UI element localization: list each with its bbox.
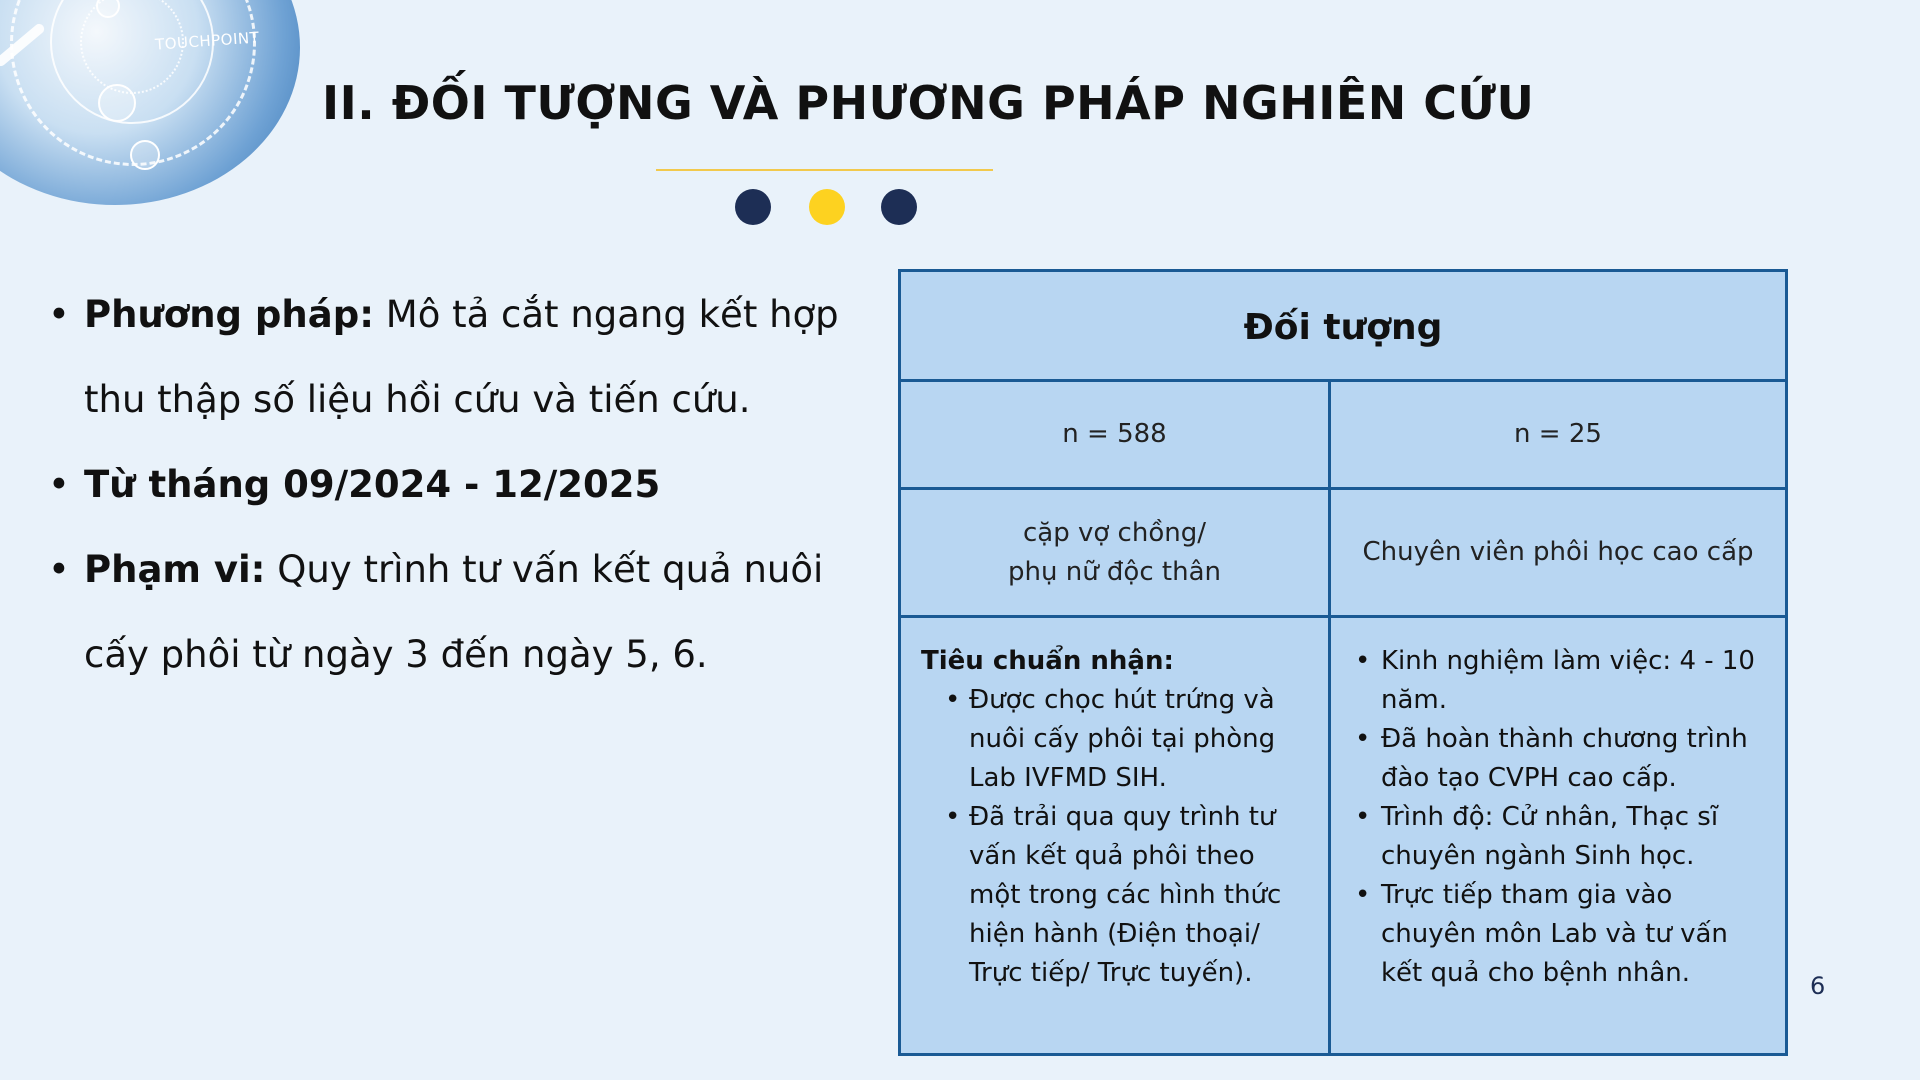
- decor-dot-yellow: [809, 189, 845, 225]
- bullet-scope-text: Quy trình tư vấn kết quả nuôi cấy phôi từ ngày 3 đến ngày 5, 6.: [84, 548, 824, 676]
- criteria-title: Tiêu chuẩn nhận:: [921, 646, 1174, 676]
- bullet-period-label: Từ tháng 09/2024 - 12/2025: [84, 463, 661, 506]
- title-underline: [656, 169, 993, 171]
- bullet-method-text: Mô tả cắt ngang kết hợp thu thập số liệu hồi cứu và tiến cứu.: [84, 293, 839, 421]
- right-group-cell: Chuyên viên phôi học cao cấp: [1362, 537, 1754, 567]
- slide-title: II. ĐỐI TƯỢNG VÀ PHƯƠNG PHÁP NGHIÊN CỨU: [322, 76, 1535, 130]
- left-group-cell: [901, 490, 1328, 615]
- left-criteria-list: [921, 681, 1312, 993]
- list-item: • Trực tiếp tham gia vào chuyên môn Lab và tư vấn kết quả cho bệnh nhân.: [1343, 876, 1771, 993]
- left-criteria-cell: [901, 618, 1328, 993]
- bullet-scope-label: Phạm vi:: [84, 548, 266, 591]
- left-group-line1: cặp vợ chồng/: [1023, 517, 1206, 548]
- touchpoint-decoration: [0, 0, 300, 205]
- decor-dot-navy: [735, 189, 771, 225]
- list-item: • Kinh nghiệm làm việc: 4 - 10 năm.: [1343, 642, 1771, 720]
- list-item: • Đã hoàn thành chương trình đào tạo CVPH cao cấp.: [1343, 720, 1771, 798]
- table-header: Đối tượng: [1243, 306, 1443, 348]
- list-item: • Được chọc hút trứng và nuôi cấy phôi tại phòng Lab IVFMD SIH.: [921, 681, 1312, 798]
- bullet-method-label: Phương pháp:: [84, 293, 375, 336]
- right-criteria-list: [1343, 642, 1771, 993]
- touchpoint-label: TOUCHPOINT: [154, 28, 260, 54]
- bullet-period: [48, 442, 848, 527]
- right-sample-size: n = 25: [1514, 419, 1602, 449]
- page-number: 6: [1810, 972, 1826, 1000]
- target-icon: [98, 84, 136, 122]
- left-group-line2: phụ nữ độc thân: [1007, 556, 1221, 587]
- list-item: • Đã trải qua quy trình tư vấn kết quả phôi theo một trong các hình thức hiện hành (Điện thoại/ Trực tiếp/ Trực tuyến).: [921, 798, 1312, 993]
- subjects-table: [898, 269, 1788, 1056]
- right-criteria-cell: [1331, 618, 1785, 993]
- method-bullet-list: [48, 272, 848, 697]
- bullet-method: [48, 272, 848, 442]
- magnifier-icon: [130, 140, 160, 170]
- decor-dot-navy: [881, 189, 917, 225]
- list-item: • Trình độ: Cử nhân, Thạc sĩ chuyên ngành Sinh học.: [1343, 798, 1771, 876]
- left-sample-size: n = 588: [1062, 419, 1167, 449]
- bullet-scope: [48, 527, 848, 697]
